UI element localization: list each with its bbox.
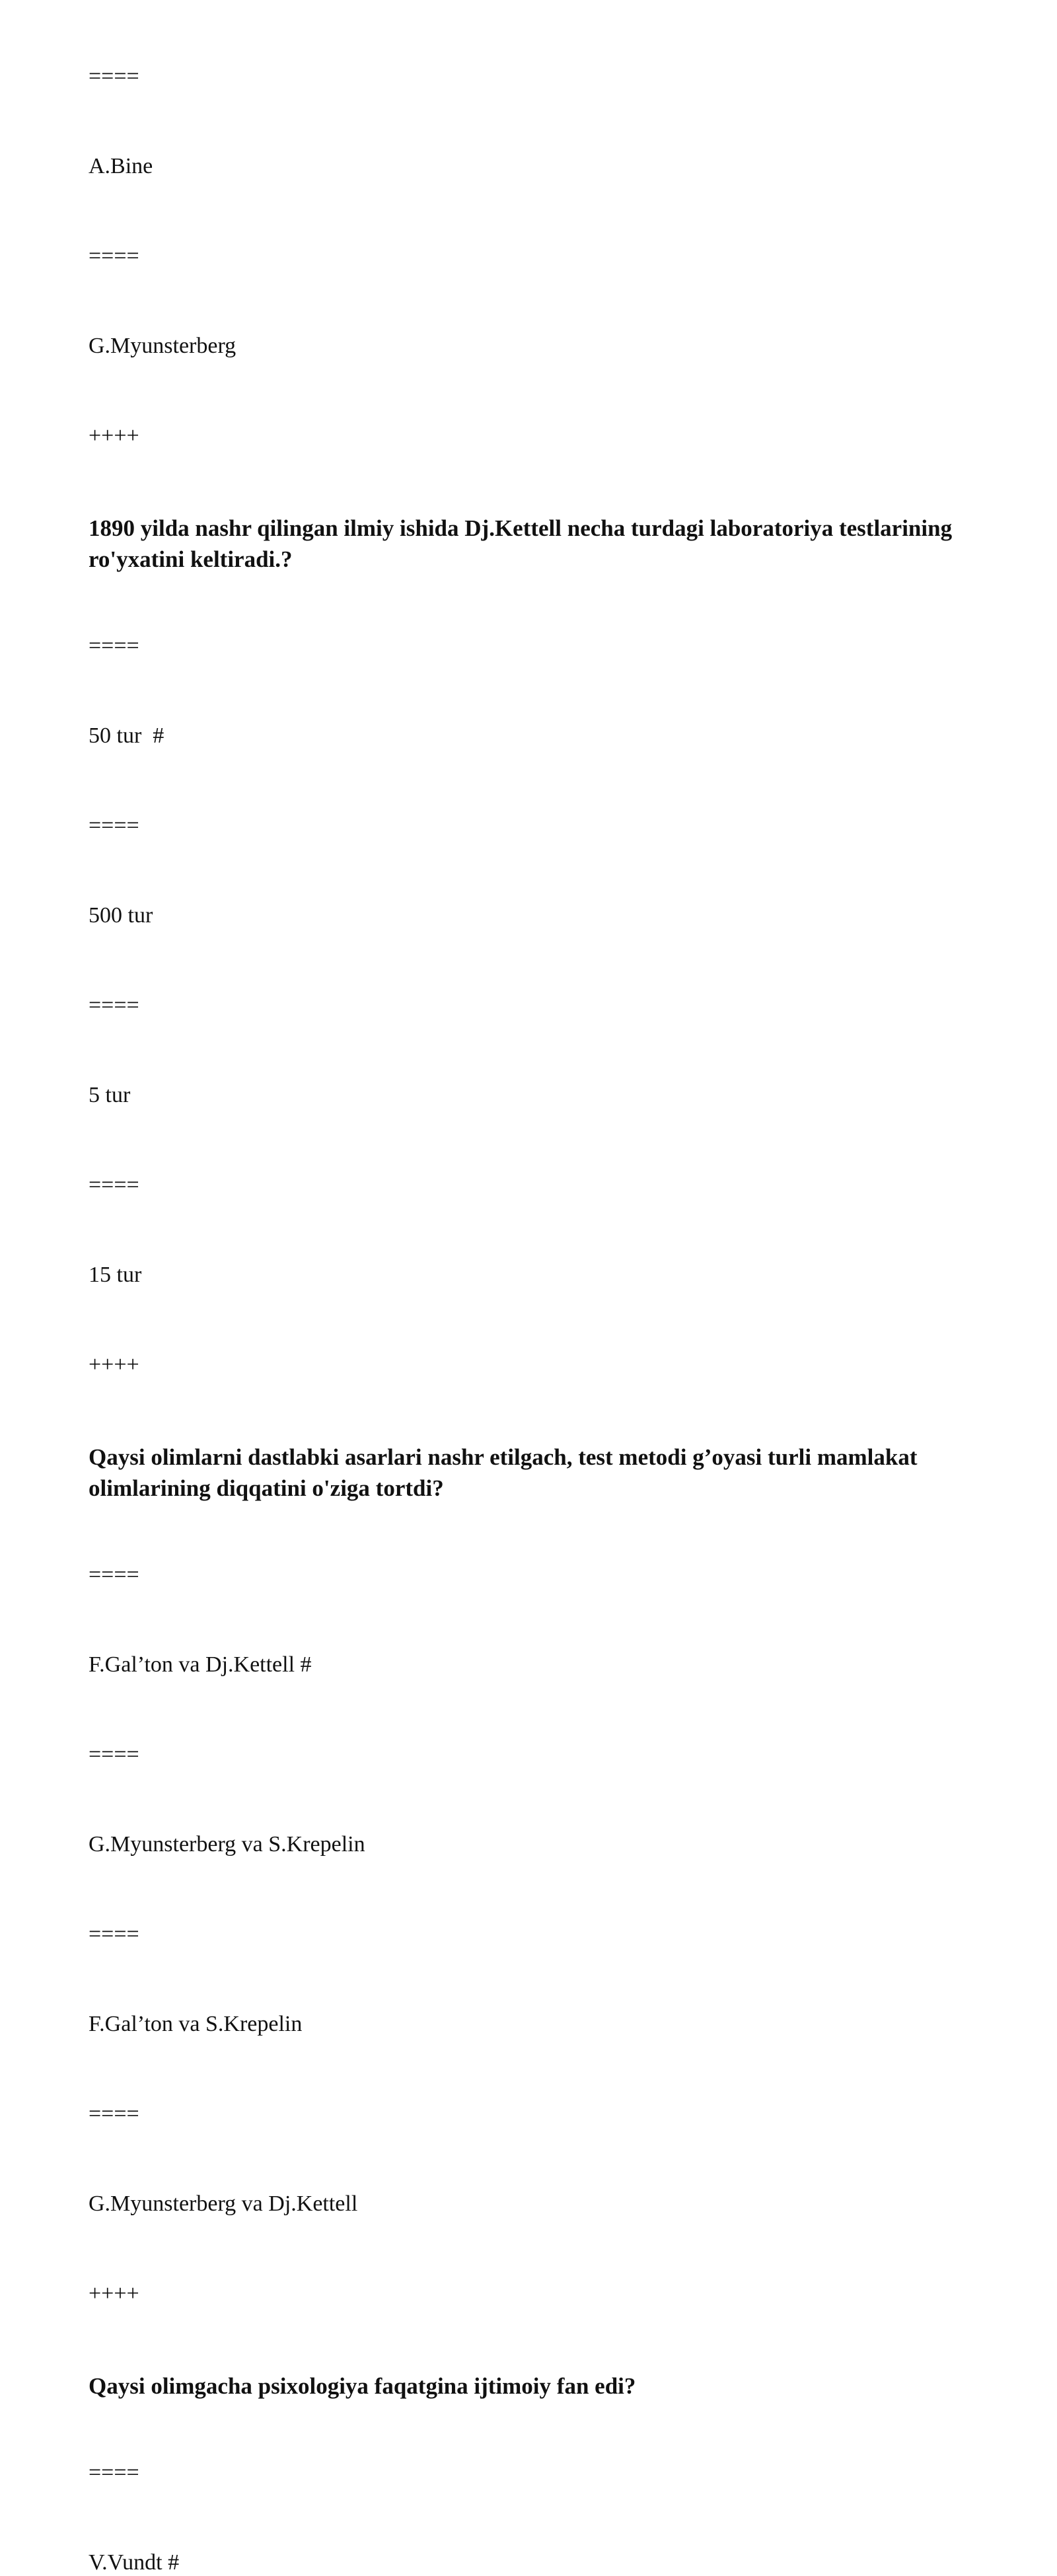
document-body: [89, 63, 987, 2576]
separator-line: ====: [89, 813, 139, 838]
answer-option: A.Bine: [89, 154, 153, 178]
question-text: 1890 yilda nashr qilingan ilmiy ishida Dj.Kettell necha turdagi laboratoriya testlarining ro'yxatini keltiradi.?: [89, 515, 953, 572]
answer-option: 5 tur: [89, 1083, 131, 1107]
answer-option: F.Gal’ton va S.Krepelin: [89, 2012, 303, 2036]
answer-option: 15 tur: [89, 1263, 142, 1287]
question-separator: ++++: [89, 1352, 139, 1377]
separator-line: ====: [89, 1173, 139, 1197]
answer-option: G.Myunsterberg va S.Krepelin: [89, 1832, 365, 1857]
answer-option: G.Myunsterberg va Dj.Kettell: [89, 2191, 358, 2216]
question-separator: ++++: [89, 423, 139, 448]
separator-line: ====: [89, 1563, 139, 1587]
separator-line: ====: [89, 1922, 139, 1946]
answer-option: F.Gal’ton va Dj.Kettell #: [89, 1652, 312, 1677]
answer-option: G.Myunsterberg: [89, 334, 237, 358]
separator-line: ====: [89, 64, 139, 89]
separator-line: ====: [89, 244, 139, 268]
separator-line: ====: [89, 634, 139, 658]
question-separator: ++++: [89, 2281, 139, 2306]
answer-option: 50 tur #: [89, 723, 164, 748]
separator-line: ====: [89, 2460, 139, 2485]
question-text: Qaysi olimlarni dastlabki asarlari nashr etilgach, test metodi g’oyasi turli mamlakat olimlarining diqqatini o'ziga tortdi?: [89, 1444, 918, 1501]
separator-line: ====: [89, 993, 139, 1017]
answer-option: V.Vundt #: [89, 2550, 180, 2575]
separator-line: ====: [89, 2102, 139, 2126]
answer-option: 500 tur: [89, 903, 153, 928]
question-text: Qaysi olimgacha psixologiya faqatgina ijtimoiy fan edi?: [89, 2373, 636, 2399]
separator-line: ====: [89, 1742, 139, 1767]
